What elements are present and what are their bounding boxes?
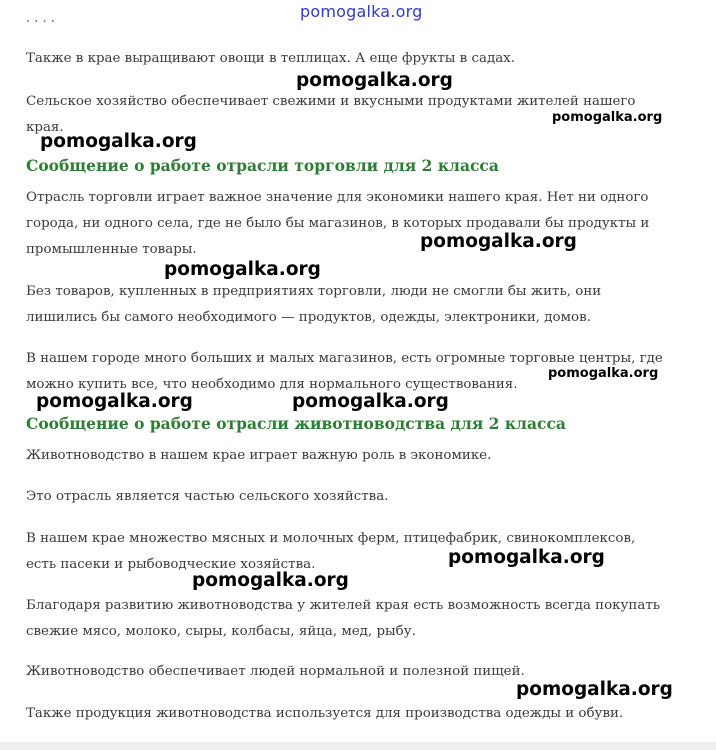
watermark: pomogalka.org: [36, 391, 193, 412]
heading-trade: Сообщение о работе отрасли торговли для 2 класса: [26, 156, 499, 175]
paragraph-livestock-1: Животноводство в нашем крае играет важную роль в экономике.: [26, 448, 492, 463]
cropped-text-fragment: . . . .: [26, 14, 55, 24]
watermark: pomogalka.org: [296, 70, 453, 91]
paragraph-trade-2: Без товаров, купленных в предприятиях торговли, люди не смогли бы жить, они лишились бы самого необходимого — продуктов, одежды, электроники, домов.: [26, 284, 602, 325]
paragraph-livestock-2: Это отрасль является частью сельского хозяйства.: [26, 489, 389, 504]
paragraph-crops-1: Также в крае выращивают овощи в теплицах. А еще фрукты в садах.: [26, 51, 515, 66]
bottom-divider: [0, 742, 716, 750]
watermark: pomogalka.org: [192, 570, 349, 591]
header-watermark: pomogalka.org: [300, 2, 423, 21]
paragraph-livestock-6: Также продукция животноводства используется для производства одежды и обуви.: [26, 706, 624, 721]
heading-livestock: Сообщение о работе отрасли животноводства для 2 класса: [26, 414, 566, 433]
watermark: pomogalka.org: [448, 547, 605, 568]
watermark: pomogalka.org: [552, 110, 663, 125]
paragraph-livestock-5: Животноводство обеспечивает людей нормальной и полезной пищей.: [26, 664, 525, 679]
watermark: pomogalka.org: [516, 679, 673, 700]
paragraph-trade-1: Отрасль торговли играет важное значение для экономики нашего края. Нет ни одного города, ни одного села, где не было бы магазинов, в которых продавали бы продукты и промышленные товары.: [26, 190, 650, 257]
paragraph-livestock-4: Благодаря развитию животноводства у жителей края есть возможность всегда покупать свежие мясо, молоко, сыры, колбасы, яйца, мед, рыбу.: [26, 598, 661, 639]
watermark: pomogalka.org: [292, 391, 449, 412]
watermark: pomogalka.org: [164, 259, 321, 280]
paragraph-livestock-3: В нашем крае множество мясных и молочных ферм, птицефабрик, свинокомплексов, есть пасеки и рыбоводческие хозяйства.: [26, 531, 636, 572]
paragraph-crops-2: Сельское хозяйство обеспечивает свежими и вкусными продуктами жителей нашего края.: [26, 94, 636, 135]
watermark: pomogalka.org: [420, 231, 577, 252]
paragraph-trade-3: В нашем городе много больших и малых магазинов, есть огромные торговые центры, где можно купить все, что необходимо для нормального существования.: [26, 351, 663, 392]
watermark: pomogalka.org: [548, 366, 659, 381]
watermark: pomogalka.org: [40, 131, 197, 152]
